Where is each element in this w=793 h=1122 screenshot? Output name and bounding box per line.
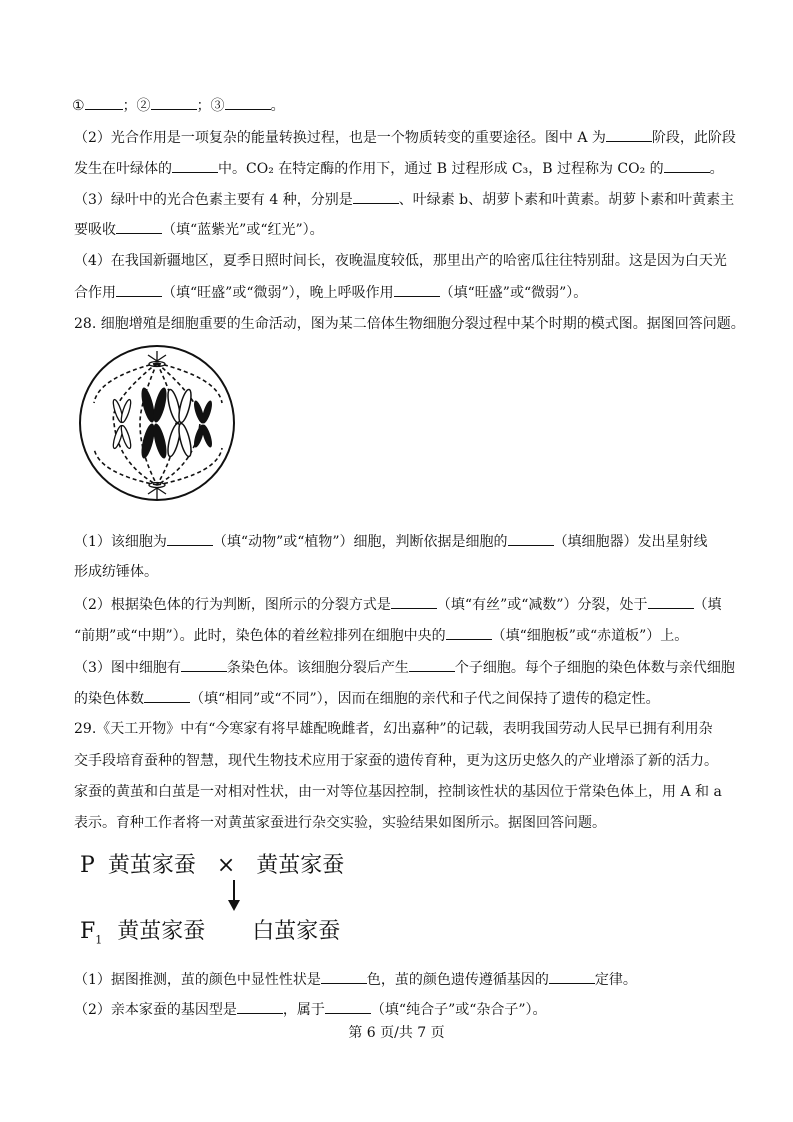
text-segment: （填“蓝紫光”或“红光”）。 xyxy=(162,222,324,238)
text-line xyxy=(74,689,660,708)
text-line xyxy=(74,283,587,302)
text-segment: 28. 细胞增殖是细胞重要的生命活动，图为某二倍体生物细胞分裂过程中某个时期的模式图。据图回答问题。 xyxy=(74,316,745,332)
text-segment: 家蚕的黄茧和白茧是一对相对性状，由一对等位基因控制，控制该性状的基因位于常染色体上，用 A 和 a xyxy=(74,784,722,800)
f1-yellow-offspring: 黄茧家蚕 xyxy=(117,919,206,944)
text-segment: 29.《天工开物》中有“今寒家有将早雄配晚雌者，幻出嘉种”的记载，表明我国劳动人民早已拥有利用杂 xyxy=(74,721,713,737)
page-footer: 第 6 页/共 7 页 xyxy=(348,1025,445,1041)
chromosome-solid-2 xyxy=(192,400,214,449)
text-line xyxy=(74,595,722,614)
text-line xyxy=(74,658,735,677)
answer-blank[interactable] xyxy=(549,970,595,984)
down-arrow-icon xyxy=(226,880,242,912)
text-segment: （填“有丝”或“减数”）分裂，处于 xyxy=(436,597,648,613)
answer-blank[interactable] xyxy=(353,190,399,204)
answer-blank[interactable] xyxy=(116,220,162,234)
text-line xyxy=(74,970,637,989)
text-line xyxy=(74,720,713,738)
text-segment: （填“纯合子”或“杂合子”）。 xyxy=(370,1002,547,1018)
answer-blank[interactable] xyxy=(85,96,123,110)
text-line xyxy=(74,532,708,551)
chromosome-outline-2 xyxy=(166,388,194,457)
text-segment: ；② xyxy=(122,98,151,114)
text-segment: 要吸收 xyxy=(74,222,116,238)
text-segment: （2）根据染色体的行为判断，图所示的分裂方式是 xyxy=(74,597,391,613)
text-segment: （填“相同”或“不同”），因而在细胞的亲代和子代之间保持了遗传的稳定性。 xyxy=(190,691,660,707)
text-segment: ① xyxy=(72,98,85,114)
text-line xyxy=(74,159,724,178)
text-segment: （4）在我国新疆地区，夏季日照时间长，夜晚温度较低，那里出产的哈密瓜往往特别甜。这是因为白天光 xyxy=(74,253,727,269)
answer-blank[interactable] xyxy=(508,532,554,546)
text-segment: （2）光合作用是一项复杂的能量转换过程，也是一个物质转变的重要途径。图中 A 为 xyxy=(74,130,606,146)
spindle-fiber xyxy=(157,363,176,485)
text-line xyxy=(74,1000,547,1019)
text-segment: “前期”或“中期”）。此时，染色体的着丝粒排列在细胞中央的 xyxy=(74,628,446,644)
text-segment: 合作用 xyxy=(74,285,116,301)
text-line xyxy=(74,563,158,581)
text-segment: 。 xyxy=(709,161,724,177)
p-generation-label: P xyxy=(80,853,95,878)
answer-blank[interactable] xyxy=(225,96,271,110)
text-line xyxy=(74,315,745,333)
text-segment: 交手段培育蚕种的智慧，现代生物技术应用于家蚕的遗传育种，更为这历史悠久的产业增添了新的活力。 xyxy=(74,753,718,769)
text-line xyxy=(74,128,736,147)
text-line xyxy=(74,783,722,801)
answer-blank[interactable] xyxy=(606,128,652,142)
text-segment: （填“旺盛”或“微弱”）。 xyxy=(439,285,588,301)
text-segment: ；③ xyxy=(196,98,225,114)
text-segment: ，属于 xyxy=(282,1002,325,1018)
text-segment: 、叶绿素 b、胡萝卜素和叶黄素。胡萝卜素和叶黄素主 xyxy=(398,192,735,208)
text-line xyxy=(74,752,718,770)
text-line xyxy=(74,626,688,645)
text-segment: （3）绿叶中的光合色素主要有 4 种，分别是 xyxy=(74,192,353,208)
answer-blank[interactable] xyxy=(172,159,218,173)
answer-blank[interactable] xyxy=(167,532,213,546)
answer-blank[interactable] xyxy=(325,1000,371,1014)
text-segment: 的染色体数 xyxy=(74,691,144,707)
chromosome-solid-1 xyxy=(139,386,169,459)
answer-blank[interactable] xyxy=(648,595,694,609)
spindle-fiber xyxy=(140,363,157,485)
answer-blank[interactable] xyxy=(116,283,162,297)
text-line xyxy=(74,190,734,209)
text-segment: （填“动物”或“植物”）细胞，判断依据是细胞的 xyxy=(212,534,508,550)
answer-blank[interactable] xyxy=(151,96,197,110)
answer-blank[interactable] xyxy=(664,159,710,173)
text-segment: 色，茧的颜色遗传遵循基因的 xyxy=(366,972,549,988)
text-segment: （填细胞器）发出星射线 xyxy=(553,534,708,550)
text-segment: 形成纺锤体。 xyxy=(74,564,158,580)
answer-blank[interactable] xyxy=(394,283,440,297)
text-segment: 阶段，此阶段 xyxy=(651,130,736,146)
text-segment: （填“旺盛”或“微弱”），晚上呼吸作用 xyxy=(162,285,394,301)
text-line xyxy=(72,96,285,115)
spindle-fiber xyxy=(113,363,157,485)
text-line xyxy=(74,814,606,832)
answer-blank[interactable] xyxy=(446,626,492,640)
text-segment: （填“细胞板”或“赤道板”）上。 xyxy=(491,628,689,644)
text-line xyxy=(74,220,324,239)
text-segment: （3）图中细胞有 xyxy=(74,660,181,676)
f1-subscript: 1 xyxy=(95,933,103,947)
answer-blank[interactable] xyxy=(409,658,455,672)
text-segment: 中。CO₂ 在特定酶的作用下，通过 B 过程形成 C₃，B 过程称为 CO₂ 的 xyxy=(218,161,664,177)
text-segment: （填 xyxy=(693,597,722,613)
text-segment: （1）该细胞为 xyxy=(74,534,167,550)
p-right-parent: 黄茧家蚕 xyxy=(256,853,345,878)
answer-blank[interactable] xyxy=(391,595,437,609)
text-segment: 发生在叶绿体的 xyxy=(74,161,172,177)
text-segment: （2）亲本家蚕的基因型是 xyxy=(74,1002,237,1018)
p-left-parent: 黄茧家蚕 xyxy=(107,853,196,878)
cross-symbol: × xyxy=(216,853,236,878)
text-segment: 。 xyxy=(270,98,285,114)
answer-blank[interactable] xyxy=(237,1000,283,1014)
text-line xyxy=(74,252,727,270)
answer-blank[interactable] xyxy=(181,658,227,672)
text-segment: 表示。育种工作者将一对黄茧家蚕进行杂交实验，实验结果如图所示。据图回答问题。 xyxy=(74,815,606,831)
f1-generation-label: F xyxy=(80,919,96,944)
f1-white-offspring: 白茧家蚕 xyxy=(252,919,341,944)
answer-blank[interactable] xyxy=(321,970,367,984)
cell-division-diagram xyxy=(78,343,238,505)
text-segment: 定律。 xyxy=(594,972,637,988)
cell-membrane xyxy=(80,346,234,500)
text-segment: （1）据图推测，茧的颜色中显性性状是 xyxy=(74,972,321,988)
text-segment: 个子细胞。每个子细胞的染色体数与亲代细胞 xyxy=(454,660,735,676)
answer-blank[interactable] xyxy=(144,689,190,703)
text-segment: 条染色体。该细胞分裂后产生 xyxy=(226,660,409,676)
